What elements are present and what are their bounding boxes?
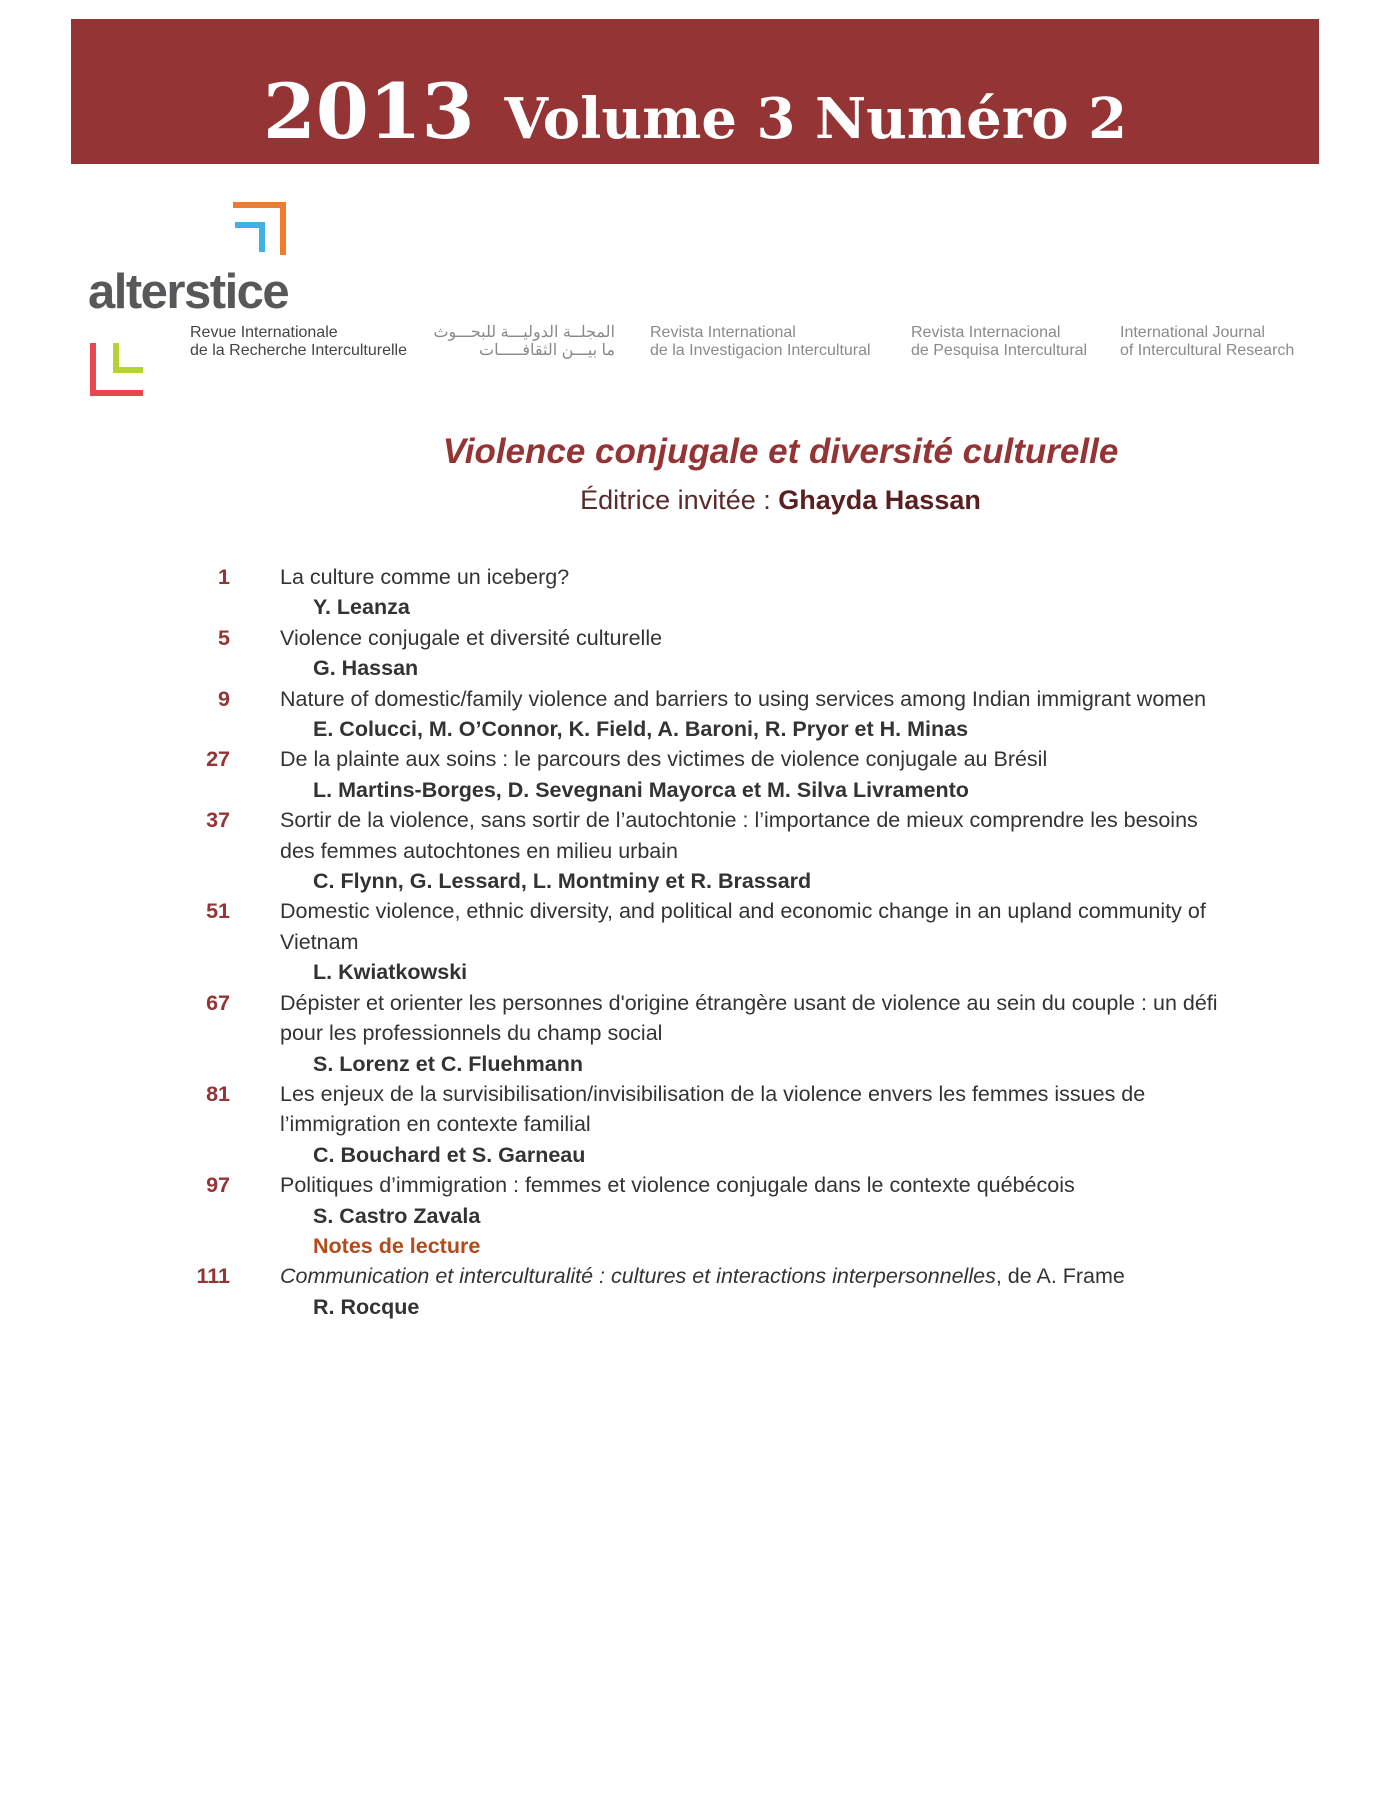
toc-article-title[interactable]: Sortir de la violence, sans sortir de l’autochtonie : l’importance de mieux comprendre les besoins des femmes autochtones en milieu urbain: [280, 808, 1198, 863]
toc-page-number: 67: [206, 990, 230, 1015]
toc-article-title[interactable]: Nature of domestic/family violence and barriers to using services among Indian immigrant women: [280, 686, 1207, 711]
toc-entry[interactable]: [180, 1079, 1230, 1170]
toc-entry-review[interactable]: [180, 1261, 1230, 1322]
toc-page-number: 1: [218, 565, 230, 589]
toc-page-number: 111: [196, 1264, 230, 1289]
toc-authors: C. Bouchard et S. Garneau: [313, 1142, 586, 1167]
tagline-line2: ما بيـــن الثقافـــــات: [479, 342, 615, 359]
reviewed-book-title: Communication et interculturalité : cultures et interactions interpersonnelles: [280, 1264, 996, 1289]
logo-subtitle-line1: Revue Internationale: [190, 324, 338, 341]
toc-page-number: 51: [206, 899, 230, 924]
toc-entry[interactable]: [180, 744, 1230, 805]
toc-page-number: 37: [206, 808, 230, 833]
toc-entry[interactable]: [180, 988, 1230, 1079]
toc-authors: S. Lorenz et C. Fluehmann: [313, 1051, 583, 1076]
issue-year: 2013: [262, 67, 475, 156]
tagline-line1: المجلــة الدوليـــة للبحـــوث: [433, 324, 615, 341]
tagline-line2: de Pesquisa Intercultural: [911, 342, 1088, 359]
tagline-english: [1120, 324, 1294, 360]
toc-article-title[interactable]: Violence conjugale et diversité culturelle: [280, 625, 663, 650]
toc-article-title[interactable]: De la plainte aux soins : le parcours des victimes de violence conjugale au Brésil: [280, 747, 1048, 772]
toc-entry[interactable]: [180, 1170, 1230, 1231]
tagline-line1: International Journal: [1120, 324, 1265, 341]
toc-entry[interactable]: [180, 896, 1230, 987]
logo-wordmark: alterstice: [88, 265, 289, 319]
toc-authors: R. Rocque: [313, 1294, 420, 1319]
toc-review-title[interactable]: [280, 1261, 1230, 1291]
toc-entry[interactable]: [180, 562, 1230, 623]
issue-header-title: [263, 67, 1127, 164]
reviewed-book-author: , de A. Frame: [995, 1264, 1125, 1289]
issue-volume: Volume 3 Numéro 2: [504, 86, 1128, 152]
toc-article-title[interactable]: Les enjeux de la survisibilisation/invisibilisation de la violence envers les femmes issues de l’immigration en contexte familial: [280, 1081, 1146, 1137]
toc-authors: S. Castro Zavala: [313, 1203, 481, 1228]
section-heading-book-reviews: Notes de lecture: [313, 1233, 481, 1258]
tagline-arabic: [425, 324, 615, 360]
toc-page-number: 97: [206, 1173, 230, 1198]
tagline-spanish: [650, 324, 871, 360]
logo-subtitle-line2: de la Recherche Interculturelle: [190, 342, 408, 359]
tagline-line2: of Intercultural Research: [1120, 342, 1295, 359]
toc-article-title[interactable]: Politiques d’immigration : femmes et violence conjugale dans le contexte québécois: [280, 1173, 1075, 1198]
toc-authors: Y. Leanza: [313, 595, 410, 620]
toc-entry[interactable]: [180, 805, 1230, 896]
toc-authors: L. Kwiatkowski: [313, 960, 468, 985]
toc-authors: G. Hassan: [313, 656, 419, 681]
toc-authors: L. Martins-Borges, D. Sevegnani Mayorca et M. Silva Livramento: [313, 777, 969, 802]
tagline-portuguese: [911, 324, 1087, 360]
tagline-line1: Revista International: [650, 324, 796, 341]
issue-theme-title: Violence conjugale et diversité culturelle: [442, 432, 1119, 471]
toc-authors: C. Flynn, G. Lessard, L. Montminy et R. Brassard: [313, 869, 812, 894]
toc-article-title[interactable]: Domestic violence, ethnic diversity, and political and economic change in an upland community of Vietnam: [280, 899, 1206, 954]
toc-page-number: 27: [206, 747, 230, 772]
toc-article-title[interactable]: La culture comme un iceberg?: [280, 565, 570, 589]
toc-entry[interactable]: [180, 623, 1230, 684]
toc-article-title[interactable]: Dépister et orienter les personnes d'origine étrangère usant de violence au sein du couple : un défi pour les professionnels du champ social: [280, 990, 1218, 1046]
toc-page-number: 9: [218, 686, 230, 711]
guest-editor-line: [0, 485, 1391, 516]
toc-entry[interactable]: [180, 684, 1230, 745]
toc-authors: E. Colucci, M. O’Connor, K. Field, A. Baroni, R. Pryor et H. Minas: [313, 717, 969, 742]
table-of-contents: [180, 562, 1230, 1322]
alterstice-logo: [88, 200, 408, 400]
toc-page-number: 81: [206, 1081, 230, 1106]
tagline-line2: de la Investigacion Intercultural: [650, 342, 871, 359]
toc-page-number: 5: [218, 625, 230, 650]
issue-header-band: [71, 19, 1319, 164]
editor-name: Ghayda Hassan: [778, 485, 981, 515]
editor-label: Éditrice invitée :: [580, 485, 771, 515]
tagline-line1: Revista Internacional: [911, 324, 1061, 341]
